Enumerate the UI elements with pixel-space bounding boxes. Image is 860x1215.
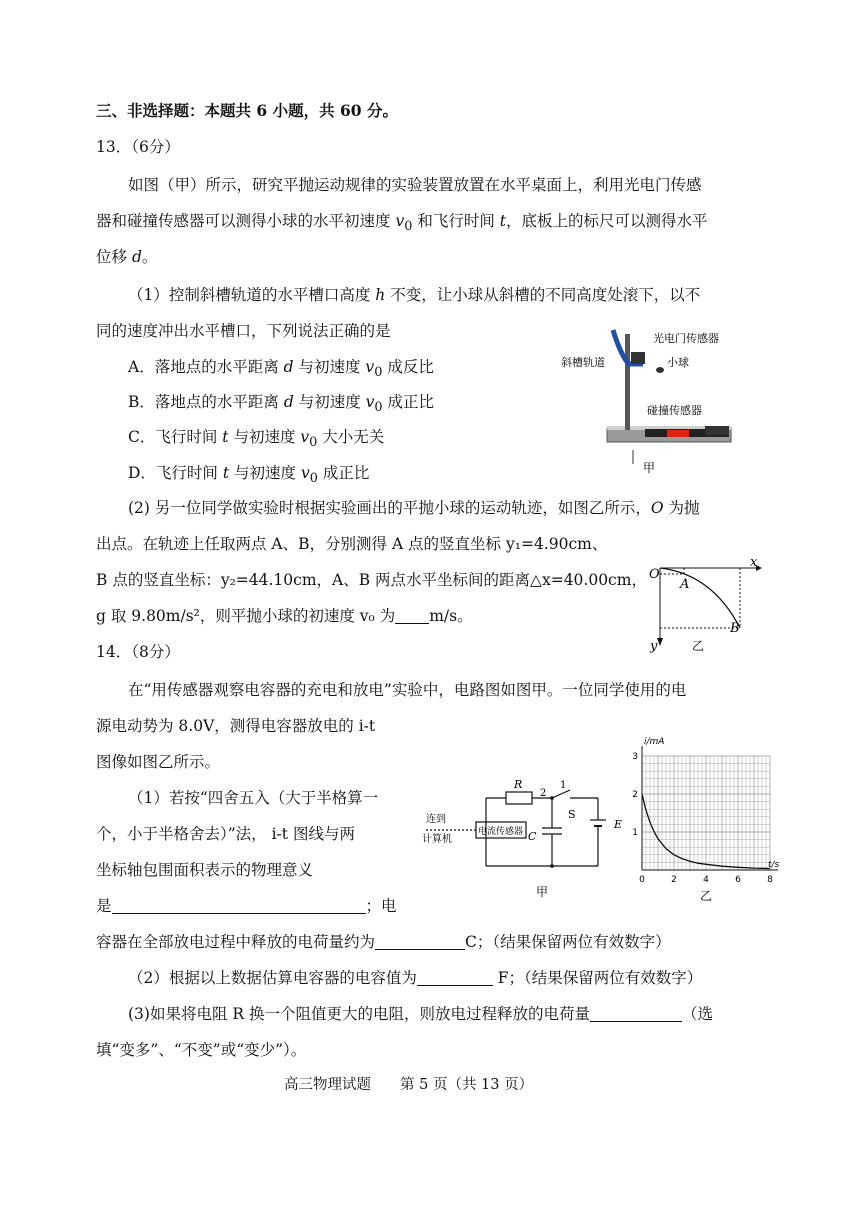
y-tick-label: 3 <box>632 752 638 762</box>
connect-label-2: 计算机 <box>422 834 452 845</box>
y-axis-title: i/mA <box>644 737 665 747</box>
x-axis-title: t/s <box>768 860 780 870</box>
text: （选 <box>681 1005 713 1023</box>
text: 大小无关 <box>317 428 385 446</box>
text: g 取 9.80m/s²，则平抛小球的初速度 v₀ 为 <box>96 607 396 625</box>
text: C；（结果保留两位有效数字） <box>465 933 671 951</box>
var-t: t <box>222 464 230 482</box>
option-c <box>128 426 384 454</box>
origin-label: O <box>649 567 660 582</box>
q14-number: 14．（8分） <box>96 643 180 661</box>
point-b-label: B <box>730 621 740 636</box>
text: A．落地点的水平距离 <box>128 358 284 376</box>
node-dot-2 <box>550 864 554 868</box>
text: 容器在全部放电过程中释放的电荷量约为 <box>96 933 376 951</box>
switch-label: S <box>568 808 576 821</box>
q14-part1-line1: （1）若按“四舍五入（大于半格算一 <box>128 789 379 807</box>
text: 与初速度 <box>229 464 301 482</box>
text: 是 <box>96 897 112 915</box>
q14-part3-line1 <box>128 1003 713 1025</box>
var-h: h <box>375 286 386 304</box>
sub-0: 0 <box>374 400 383 416</box>
q14-part1-line3: 坐标轴包围面积表示的物理意义 <box>96 861 314 879</box>
text: 器和碰撞传感器可以测得小球的水平初速度 <box>96 212 396 230</box>
connect-label-1: 连到 <box>426 814 446 825</box>
node-dot-1 <box>550 796 554 800</box>
answer-blank-charge[interactable] <box>375 933 465 950</box>
var-t: t <box>499 212 507 230</box>
impact-block <box>705 426 729 435</box>
impact-sensor <box>667 430 689 437</box>
text: 与初速度 <box>228 428 301 446</box>
label-ball: 小球 <box>667 356 689 369</box>
text: 成反比 <box>382 358 434 376</box>
var-d: d <box>283 358 294 376</box>
text: ，底板上的标尺可以测得水平 <box>506 212 708 230</box>
var-t: t <box>222 428 229 446</box>
caption-chart: 乙 <box>700 889 713 903</box>
caption-jia: 甲 <box>643 461 656 475</box>
q13-part2-line2: 出点。在轨迹上任取两点 A、B，分别测得 A 点的竖直坐标 y₁=4.90cm、 <box>96 535 608 553</box>
y-axis-label: y <box>650 639 658 654</box>
q13-part2-line1 <box>128 497 700 519</box>
node2-label: 2 <box>540 788 547 799</box>
answer-blank-meaning[interactable] <box>112 897 366 914</box>
circuit-figure <box>420 776 630 906</box>
text: 。 <box>141 248 158 266</box>
x-tick-label: 2 <box>671 875 677 885</box>
y-tick-label: 2 <box>632 790 638 800</box>
option-b <box>128 391 434 419</box>
point-a-label: A <box>680 577 690 592</box>
q14-part3-line2: 填“变多”、“不变”或“变少”）。 <box>96 1041 307 1059</box>
y-arrow <box>657 638 663 646</box>
var-v: v <box>395 212 405 230</box>
text: D．飞行时间 <box>128 464 223 482</box>
capacitor-label: C <box>528 830 537 843</box>
q14-intro-line3: 图像如图乙所示。 <box>96 753 221 771</box>
text: m/s。 <box>429 607 473 625</box>
q14-part1-line2: 个，小于半格舍去）”法， i-t 图线与两 <box>96 825 355 843</box>
x-tick-label: 6 <box>735 875 741 885</box>
q14-part2 <box>128 967 702 989</box>
q13-part1-line1 <box>128 284 700 306</box>
x-tick-label: 4 <box>703 875 709 885</box>
q14-part1-line4 <box>96 895 397 917</box>
text: 为抛 <box>663 499 700 517</box>
page-footer: 高三物理试题 第 5 页（共 13 页） <box>284 1077 534 1093</box>
text: 不变，让小球从斜槽的不同高度处滚下，以不 <box>385 286 701 304</box>
text: C．飞行时间 <box>128 428 223 446</box>
apparatus-figure <box>555 326 745 476</box>
trajectory-curve <box>660 568 740 628</box>
var-d: d <box>283 393 294 411</box>
x-axis-label: x <box>750 556 758 570</box>
resistor-label: R <box>514 778 523 791</box>
trajectory-figure <box>640 556 770 656</box>
section-heading: 三、非选择题：本题共 6 小题，共 60 分。 <box>96 101 398 120</box>
text: （1）控制斜槽轨道的水平槽口高度 <box>128 286 376 304</box>
q13-intro-line2 <box>96 210 708 238</box>
text: (2) 另一位同学做实验时根据实验画出的平抛小球的运动轨迹，如图乙所示， <box>128 499 651 517</box>
stand-pole <box>625 334 630 430</box>
text: 与初速度 <box>293 393 366 411</box>
text: 与初速度 <box>293 358 366 376</box>
caption-circuit: 甲 <box>536 885 549 899</box>
y-tick-label: 1 <box>632 828 638 838</box>
option-a <box>128 356 434 384</box>
q14-intro-line2: 源电动势为 8.0V，测得电容器放电的 i-t <box>96 717 376 735</box>
sub-0: 0 <box>374 365 383 381</box>
node1-label: 1 <box>560 780 567 791</box>
var-v: v <box>365 358 375 376</box>
answer-blank-change[interactable] <box>590 1005 682 1022</box>
var-v: v <box>300 428 310 446</box>
sensor-label: 电流传感器 <box>478 827 524 837</box>
text: 位移 <box>96 248 132 266</box>
sub-0: 0 <box>309 471 318 487</box>
text: 和飞行时间 <box>412 212 500 230</box>
label-impact: 碰撞传感器 <box>647 404 702 417</box>
answer-blank-v0[interactable] <box>395 607 429 624</box>
it-chart <box>628 734 788 904</box>
var-v: v <box>365 393 375 411</box>
resistor <box>506 792 532 804</box>
label-gate: 光电门传感器 <box>653 332 719 345</box>
q13-intro-line3 <box>96 246 157 268</box>
text: 成正比 <box>317 464 370 482</box>
q13-part2-line3: B 点的竖直坐标：y₂=44.10cm，A、B 两点水平坐标间的距离△x=40.00cm， <box>96 571 647 589</box>
caption-yi: 乙 <box>692 639 705 653</box>
var-v: v <box>300 464 310 482</box>
text: （2）根据以上数据估算电容器的电容值为 <box>128 969 417 987</box>
var-o: O <box>650 499 664 517</box>
sub-0: 0 <box>309 435 318 451</box>
q13-intro-line1: 如图（甲）所示，研究平抛运动规律的实验装置放置在水平桌面上，利用光电门传感 <box>128 176 702 194</box>
text: B．落地点的水平距离 <box>128 393 284 411</box>
photogate <box>631 352 645 364</box>
text: ；电 <box>365 897 397 915</box>
q13-part1-line2: 同的速度冲出水平槽口，下列说法正确的是 <box>96 322 391 340</box>
q14-part1-line5 <box>96 931 671 953</box>
text: F；（结果保留两位有效数字） <box>492 969 703 987</box>
q14-intro-line1: 在“用传感器观察电容器的充电和放电”实验中，电路图如图甲。一位同学使用的电 <box>128 681 687 699</box>
switch-blade <box>552 790 570 798</box>
text: (3)如果将电阻 R 换一个阻值更大的电阻，则放电过程释放的电荷量 <box>128 1005 590 1023</box>
ball-icon <box>656 367 664 373</box>
x-tick-label: 0 <box>639 875 645 885</box>
emf-label: E <box>614 818 623 831</box>
label-track: 斜槽轨道 <box>561 356 605 369</box>
option-d <box>128 462 369 490</box>
text: 成正比 <box>382 393 435 411</box>
x-tick-label: 8 <box>767 875 773 885</box>
q13-part2-line4 <box>96 605 473 627</box>
answer-blank-capacitance[interactable] <box>417 969 493 986</box>
sub-0: 0 <box>404 219 413 235</box>
var-d: d <box>131 248 142 266</box>
q13-number: 13．（6分） <box>96 138 180 156</box>
